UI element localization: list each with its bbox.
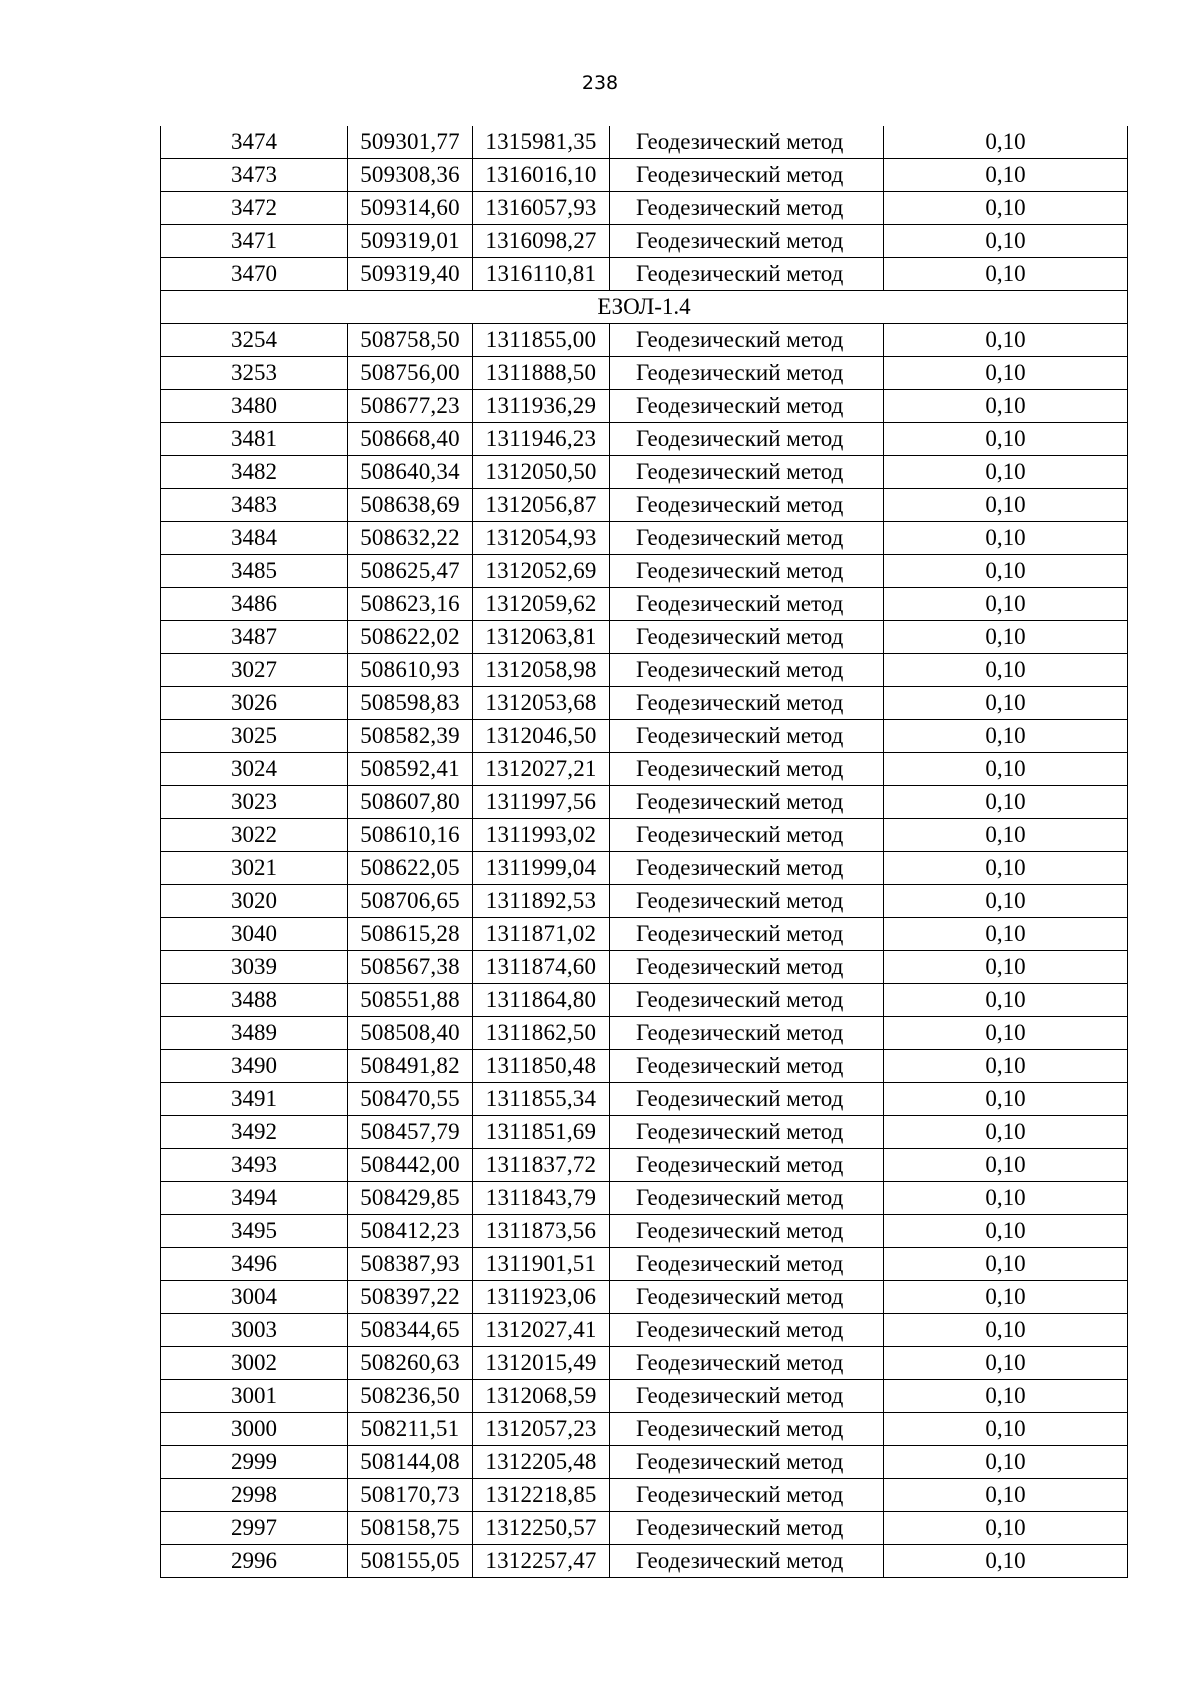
accuracy-cell: 0,10 xyxy=(884,654,1128,687)
method-cell: Геодезический метод xyxy=(610,1281,884,1314)
method-cell: Геодезический метод xyxy=(610,456,884,489)
accuracy-cell: 0,10 xyxy=(884,720,1128,753)
method-cell: Геодезический метод xyxy=(610,819,884,852)
y-coordinate-cell: 1312053,68 xyxy=(473,687,610,720)
method-cell: Геодезический метод xyxy=(610,1182,884,1215)
x-coordinate-cell: 508457,79 xyxy=(348,1116,473,1149)
table-row xyxy=(161,753,1128,786)
coordinates-table-body xyxy=(161,126,1128,1578)
table-row xyxy=(161,885,1128,918)
table-row xyxy=(161,555,1128,588)
table-row xyxy=(161,786,1128,819)
table-row xyxy=(161,588,1128,621)
method-cell: Геодезический метод xyxy=(610,258,884,291)
table-row xyxy=(161,654,1128,687)
accuracy-cell: 0,10 xyxy=(884,555,1128,588)
point-number-cell: 3040 xyxy=(161,918,348,951)
y-coordinate-cell: 1312027,21 xyxy=(473,753,610,786)
table-row xyxy=(161,918,1128,951)
x-coordinate-cell: 508429,85 xyxy=(348,1182,473,1215)
point-number-cell: 3470 xyxy=(161,258,348,291)
point-number-cell: 3254 xyxy=(161,324,348,357)
table-row xyxy=(161,1116,1128,1149)
method-cell: Геодезический метод xyxy=(610,687,884,720)
point-number-cell: 3493 xyxy=(161,1149,348,1182)
y-coordinate-cell: 1312068,59 xyxy=(473,1380,610,1413)
accuracy-cell: 0,10 xyxy=(884,1215,1128,1248)
x-coordinate-cell: 508211,51 xyxy=(348,1413,473,1446)
y-coordinate-cell: 1311923,06 xyxy=(473,1281,610,1314)
section-header-row xyxy=(161,291,1128,324)
accuracy-cell: 0,10 xyxy=(884,1446,1128,1479)
table-row xyxy=(161,357,1128,390)
accuracy-cell: 0,10 xyxy=(884,588,1128,621)
table-row xyxy=(161,456,1128,489)
table-row xyxy=(161,819,1128,852)
y-coordinate-cell: 1311888,50 xyxy=(473,357,610,390)
table-row xyxy=(161,126,1128,159)
method-cell: Геодезический метод xyxy=(610,1347,884,1380)
y-coordinate-cell: 1316016,10 xyxy=(473,159,610,192)
table-row xyxy=(161,1017,1128,1050)
table-row xyxy=(161,1545,1128,1578)
y-coordinate-cell: 1311855,00 xyxy=(473,324,610,357)
accuracy-cell: 0,10 xyxy=(884,1479,1128,1512)
y-coordinate-cell: 1312250,57 xyxy=(473,1512,610,1545)
x-coordinate-cell: 508598,83 xyxy=(348,687,473,720)
x-coordinate-cell: 508622,05 xyxy=(348,852,473,885)
y-coordinate-cell: 1312057,23 xyxy=(473,1413,610,1446)
table-row xyxy=(161,1215,1128,1248)
point-number-cell: 3495 xyxy=(161,1215,348,1248)
accuracy-cell: 0,10 xyxy=(884,1281,1128,1314)
y-coordinate-cell: 1311993,02 xyxy=(473,819,610,852)
y-coordinate-cell: 1315981,35 xyxy=(473,126,610,159)
method-cell: Геодезический метод xyxy=(610,390,884,423)
accuracy-cell: 0,10 xyxy=(884,1512,1128,1545)
y-coordinate-cell: 1311851,69 xyxy=(473,1116,610,1149)
method-cell: Геодезический метод xyxy=(610,720,884,753)
point-number-cell: 3484 xyxy=(161,522,348,555)
table-row xyxy=(161,258,1128,291)
point-number-cell: 3026 xyxy=(161,687,348,720)
method-cell: Геодезический метод xyxy=(610,555,884,588)
point-number-cell: 3025 xyxy=(161,720,348,753)
table-row xyxy=(161,522,1128,555)
y-coordinate-cell: 1311946,23 xyxy=(473,423,610,456)
table-row xyxy=(161,192,1128,225)
x-coordinate-cell: 508442,00 xyxy=(348,1149,473,1182)
accuracy-cell: 0,10 xyxy=(884,1248,1128,1281)
x-coordinate-cell: 508260,63 xyxy=(348,1347,473,1380)
table-row xyxy=(161,159,1128,192)
table-row xyxy=(161,852,1128,885)
table-row xyxy=(161,1413,1128,1446)
point-number-cell: 2999 xyxy=(161,1446,348,1479)
y-coordinate-cell: 1312218,85 xyxy=(473,1479,610,1512)
y-coordinate-cell: 1311871,02 xyxy=(473,918,610,951)
x-coordinate-cell: 508236,50 xyxy=(348,1380,473,1413)
x-coordinate-cell: 508470,55 xyxy=(348,1083,473,1116)
y-coordinate-cell: 1312054,93 xyxy=(473,522,610,555)
table-row xyxy=(161,687,1128,720)
method-cell: Геодезический метод xyxy=(610,1050,884,1083)
x-coordinate-cell: 509301,77 xyxy=(348,126,473,159)
accuracy-cell: 0,10 xyxy=(884,951,1128,984)
table-row xyxy=(161,1281,1128,1314)
accuracy-cell: 0,10 xyxy=(884,258,1128,291)
point-number-cell: 3482 xyxy=(161,456,348,489)
method-cell: Геодезический метод xyxy=(610,786,884,819)
point-number-cell: 3473 xyxy=(161,159,348,192)
y-coordinate-cell: 1312046,50 xyxy=(473,720,610,753)
point-number-cell: 3491 xyxy=(161,1083,348,1116)
point-number-cell: 3022 xyxy=(161,819,348,852)
point-number-cell: 3004 xyxy=(161,1281,348,1314)
method-cell: Геодезический метод xyxy=(610,1215,884,1248)
x-coordinate-cell: 508144,08 xyxy=(348,1446,473,1479)
accuracy-cell: 0,10 xyxy=(884,324,1128,357)
table-row xyxy=(161,1149,1128,1182)
point-number-cell: 3000 xyxy=(161,1413,348,1446)
y-coordinate-cell: 1311873,56 xyxy=(473,1215,610,1248)
y-coordinate-cell: 1311862,50 xyxy=(473,1017,610,1050)
point-number-cell: 3472 xyxy=(161,192,348,225)
accuracy-cell: 0,10 xyxy=(884,621,1128,654)
x-coordinate-cell: 509314,60 xyxy=(348,192,473,225)
point-number-cell: 3496 xyxy=(161,1248,348,1281)
accuracy-cell: 0,10 xyxy=(884,1050,1128,1083)
y-coordinate-cell: 1311874,60 xyxy=(473,951,610,984)
method-cell: Геодезический метод xyxy=(610,1446,884,1479)
point-number-cell: 3494 xyxy=(161,1182,348,1215)
method-cell: Геодезический метод xyxy=(610,159,884,192)
y-coordinate-cell: 1312056,87 xyxy=(473,489,610,522)
x-coordinate-cell: 508632,22 xyxy=(348,522,473,555)
y-coordinate-cell: 1312050,50 xyxy=(473,456,610,489)
point-number-cell: 3001 xyxy=(161,1380,348,1413)
y-coordinate-cell: 1311864,80 xyxy=(473,984,610,1017)
method-cell: Геодезический метод xyxy=(610,1512,884,1545)
accuracy-cell: 0,10 xyxy=(884,456,1128,489)
point-number-cell: 2996 xyxy=(161,1545,348,1578)
table-row xyxy=(161,951,1128,984)
method-cell: Геодезический метод xyxy=(610,852,884,885)
coordinates-table xyxy=(160,126,1128,1578)
point-number-cell: 2998 xyxy=(161,1479,348,1512)
y-coordinate-cell: 1311999,04 xyxy=(473,852,610,885)
point-number-cell: 3487 xyxy=(161,621,348,654)
x-coordinate-cell: 508625,47 xyxy=(348,555,473,588)
x-coordinate-cell: 508610,93 xyxy=(348,654,473,687)
method-cell: Геодезический метод xyxy=(610,225,884,258)
accuracy-cell: 0,10 xyxy=(884,357,1128,390)
x-coordinate-cell: 509319,40 xyxy=(348,258,473,291)
point-number-cell: 2997 xyxy=(161,1512,348,1545)
method-cell: Геодезический метод xyxy=(610,1248,884,1281)
method-cell: Геодезический метод xyxy=(610,1380,884,1413)
method-cell: Геодезический метод xyxy=(610,1083,884,1116)
y-coordinate-cell: 1312205,48 xyxy=(473,1446,610,1479)
x-coordinate-cell: 508668,40 xyxy=(348,423,473,456)
method-cell: Геодезический метод xyxy=(610,489,884,522)
x-coordinate-cell: 508491,82 xyxy=(348,1050,473,1083)
x-coordinate-cell: 508344,65 xyxy=(348,1314,473,1347)
accuracy-cell: 0,10 xyxy=(884,1116,1128,1149)
method-cell: Геодезический метод xyxy=(610,522,884,555)
accuracy-cell: 0,10 xyxy=(884,126,1128,159)
point-number-cell: 3485 xyxy=(161,555,348,588)
point-number-cell: 3021 xyxy=(161,852,348,885)
table-row xyxy=(161,489,1128,522)
section-title: ЕЗОЛ-1.4 xyxy=(161,291,1128,324)
y-coordinate-cell: 1312063,81 xyxy=(473,621,610,654)
method-cell: Геодезический метод xyxy=(610,1116,884,1149)
accuracy-cell: 0,10 xyxy=(884,687,1128,720)
point-number-cell: 3474 xyxy=(161,126,348,159)
accuracy-cell: 0,10 xyxy=(884,1347,1128,1380)
table-row xyxy=(161,621,1128,654)
accuracy-cell: 0,10 xyxy=(884,1182,1128,1215)
method-cell: Геодезический метод xyxy=(610,621,884,654)
accuracy-cell: 0,10 xyxy=(884,192,1128,225)
table-row xyxy=(161,1182,1128,1215)
accuracy-cell: 0,10 xyxy=(884,225,1128,258)
x-coordinate-cell: 508638,69 xyxy=(348,489,473,522)
accuracy-cell: 0,10 xyxy=(884,522,1128,555)
y-coordinate-cell: 1312027,41 xyxy=(473,1314,610,1347)
method-cell: Геодезический метод xyxy=(610,357,884,390)
method-cell: Геодезический метод xyxy=(610,324,884,357)
point-number-cell: 3489 xyxy=(161,1017,348,1050)
point-number-cell: 3253 xyxy=(161,357,348,390)
method-cell: Геодезический метод xyxy=(610,1413,884,1446)
y-coordinate-cell: 1312052,69 xyxy=(473,555,610,588)
y-coordinate-cell: 1312015,49 xyxy=(473,1347,610,1380)
y-coordinate-cell: 1311850,48 xyxy=(473,1050,610,1083)
table-row xyxy=(161,720,1128,753)
table-row xyxy=(161,1083,1128,1116)
table-row xyxy=(161,1380,1128,1413)
method-cell: Геодезический метод xyxy=(610,654,884,687)
x-coordinate-cell: 508412,23 xyxy=(348,1215,473,1248)
point-number-cell: 3023 xyxy=(161,786,348,819)
table-row xyxy=(161,1479,1128,1512)
x-coordinate-cell: 508615,28 xyxy=(348,918,473,951)
y-coordinate-cell: 1311843,79 xyxy=(473,1182,610,1215)
y-coordinate-cell: 1311855,34 xyxy=(473,1083,610,1116)
y-coordinate-cell: 1316057,93 xyxy=(473,192,610,225)
point-number-cell: 3027 xyxy=(161,654,348,687)
x-coordinate-cell: 508592,41 xyxy=(348,753,473,786)
point-number-cell: 3481 xyxy=(161,423,348,456)
x-coordinate-cell: 508622,02 xyxy=(348,621,473,654)
y-coordinate-cell: 1311936,29 xyxy=(473,390,610,423)
accuracy-cell: 0,10 xyxy=(884,918,1128,951)
point-number-cell: 3483 xyxy=(161,489,348,522)
method-cell: Геодезический метод xyxy=(610,1479,884,1512)
x-coordinate-cell: 508551,88 xyxy=(348,984,473,1017)
y-coordinate-cell: 1312058,98 xyxy=(473,654,610,687)
x-coordinate-cell: 508155,05 xyxy=(348,1545,473,1578)
accuracy-cell: 0,10 xyxy=(884,1413,1128,1446)
point-number-cell: 3020 xyxy=(161,885,348,918)
y-coordinate-cell: 1311997,56 xyxy=(473,786,610,819)
method-cell: Геодезический метод xyxy=(610,1545,884,1578)
accuracy-cell: 0,10 xyxy=(884,1149,1128,1182)
accuracy-cell: 0,10 xyxy=(884,753,1128,786)
y-coordinate-cell: 1316110,81 xyxy=(473,258,610,291)
x-coordinate-cell: 508706,65 xyxy=(348,885,473,918)
accuracy-cell: 0,10 xyxy=(884,984,1128,1017)
y-coordinate-cell: 1311892,53 xyxy=(473,885,610,918)
method-cell: Геодезический метод xyxy=(610,1314,884,1347)
accuracy-cell: 0,10 xyxy=(884,423,1128,456)
y-coordinate-cell: 1316098,27 xyxy=(473,225,610,258)
point-number-cell: 3002 xyxy=(161,1347,348,1380)
method-cell: Геодезический метод xyxy=(610,423,884,456)
method-cell: Геодезический метод xyxy=(610,192,884,225)
accuracy-cell: 0,10 xyxy=(884,885,1128,918)
method-cell: Геодезический метод xyxy=(610,984,884,1017)
method-cell: Геодезический метод xyxy=(610,1149,884,1182)
table-row xyxy=(161,423,1128,456)
table-row xyxy=(161,324,1128,357)
y-coordinate-cell: 1312059,62 xyxy=(473,588,610,621)
accuracy-cell: 0,10 xyxy=(884,1380,1128,1413)
y-coordinate-cell: 1312257,47 xyxy=(473,1545,610,1578)
x-coordinate-cell: 508170,73 xyxy=(348,1479,473,1512)
point-number-cell: 3492 xyxy=(161,1116,348,1149)
table-row xyxy=(161,225,1128,258)
method-cell: Геодезический метод xyxy=(610,588,884,621)
accuracy-cell: 0,10 xyxy=(884,1314,1128,1347)
method-cell: Геодезический метод xyxy=(610,951,884,984)
x-coordinate-cell: 508758,50 xyxy=(348,324,473,357)
x-coordinate-cell: 508582,39 xyxy=(348,720,473,753)
point-number-cell: 3490 xyxy=(161,1050,348,1083)
x-coordinate-cell: 508610,16 xyxy=(348,819,473,852)
x-coordinate-cell: 509319,01 xyxy=(348,225,473,258)
x-coordinate-cell: 508756,00 xyxy=(348,357,473,390)
y-coordinate-cell: 1311901,51 xyxy=(473,1248,610,1281)
accuracy-cell: 0,10 xyxy=(884,786,1128,819)
accuracy-cell: 0,10 xyxy=(884,852,1128,885)
table-row xyxy=(161,1446,1128,1479)
method-cell: Геодезический метод xyxy=(610,1017,884,1050)
table-row xyxy=(161,1050,1128,1083)
table-row xyxy=(161,1512,1128,1545)
point-number-cell: 3488 xyxy=(161,984,348,1017)
x-coordinate-cell: 508387,93 xyxy=(348,1248,473,1281)
accuracy-cell: 0,10 xyxy=(884,819,1128,852)
table-row xyxy=(161,1248,1128,1281)
x-coordinate-cell: 508607,80 xyxy=(348,786,473,819)
point-number-cell: 3003 xyxy=(161,1314,348,1347)
method-cell: Геодезический метод xyxy=(610,885,884,918)
x-coordinate-cell: 508623,16 xyxy=(348,588,473,621)
point-number-cell: 3039 xyxy=(161,951,348,984)
point-number-cell: 3486 xyxy=(161,588,348,621)
x-coordinate-cell: 508567,38 xyxy=(348,951,473,984)
accuracy-cell: 0,10 xyxy=(884,489,1128,522)
point-number-cell: 3024 xyxy=(161,753,348,786)
page-number: 238 xyxy=(581,72,619,94)
x-coordinate-cell: 508397,22 xyxy=(348,1281,473,1314)
accuracy-cell: 0,10 xyxy=(884,1545,1128,1578)
x-coordinate-cell: 508508,40 xyxy=(348,1017,473,1050)
method-cell: Геодезический метод xyxy=(610,753,884,786)
x-coordinate-cell: 508158,75 xyxy=(348,1512,473,1545)
table-row xyxy=(161,1314,1128,1347)
accuracy-cell: 0,10 xyxy=(884,390,1128,423)
accuracy-cell: 0,10 xyxy=(884,1083,1128,1116)
point-number-cell: 3471 xyxy=(161,225,348,258)
y-coordinate-cell: 1311837,72 xyxy=(473,1149,610,1182)
x-coordinate-cell: 508640,34 xyxy=(348,456,473,489)
table-row xyxy=(161,1347,1128,1380)
method-cell: Геодезический метод xyxy=(610,918,884,951)
accuracy-cell: 0,10 xyxy=(884,159,1128,192)
table-row xyxy=(161,390,1128,423)
x-coordinate-cell: 509308,36 xyxy=(348,159,473,192)
x-coordinate-cell: 508677,23 xyxy=(348,390,473,423)
method-cell: Геодезический метод xyxy=(610,126,884,159)
table-row xyxy=(161,984,1128,1017)
point-number-cell: 3480 xyxy=(161,390,348,423)
accuracy-cell: 0,10 xyxy=(884,1017,1128,1050)
